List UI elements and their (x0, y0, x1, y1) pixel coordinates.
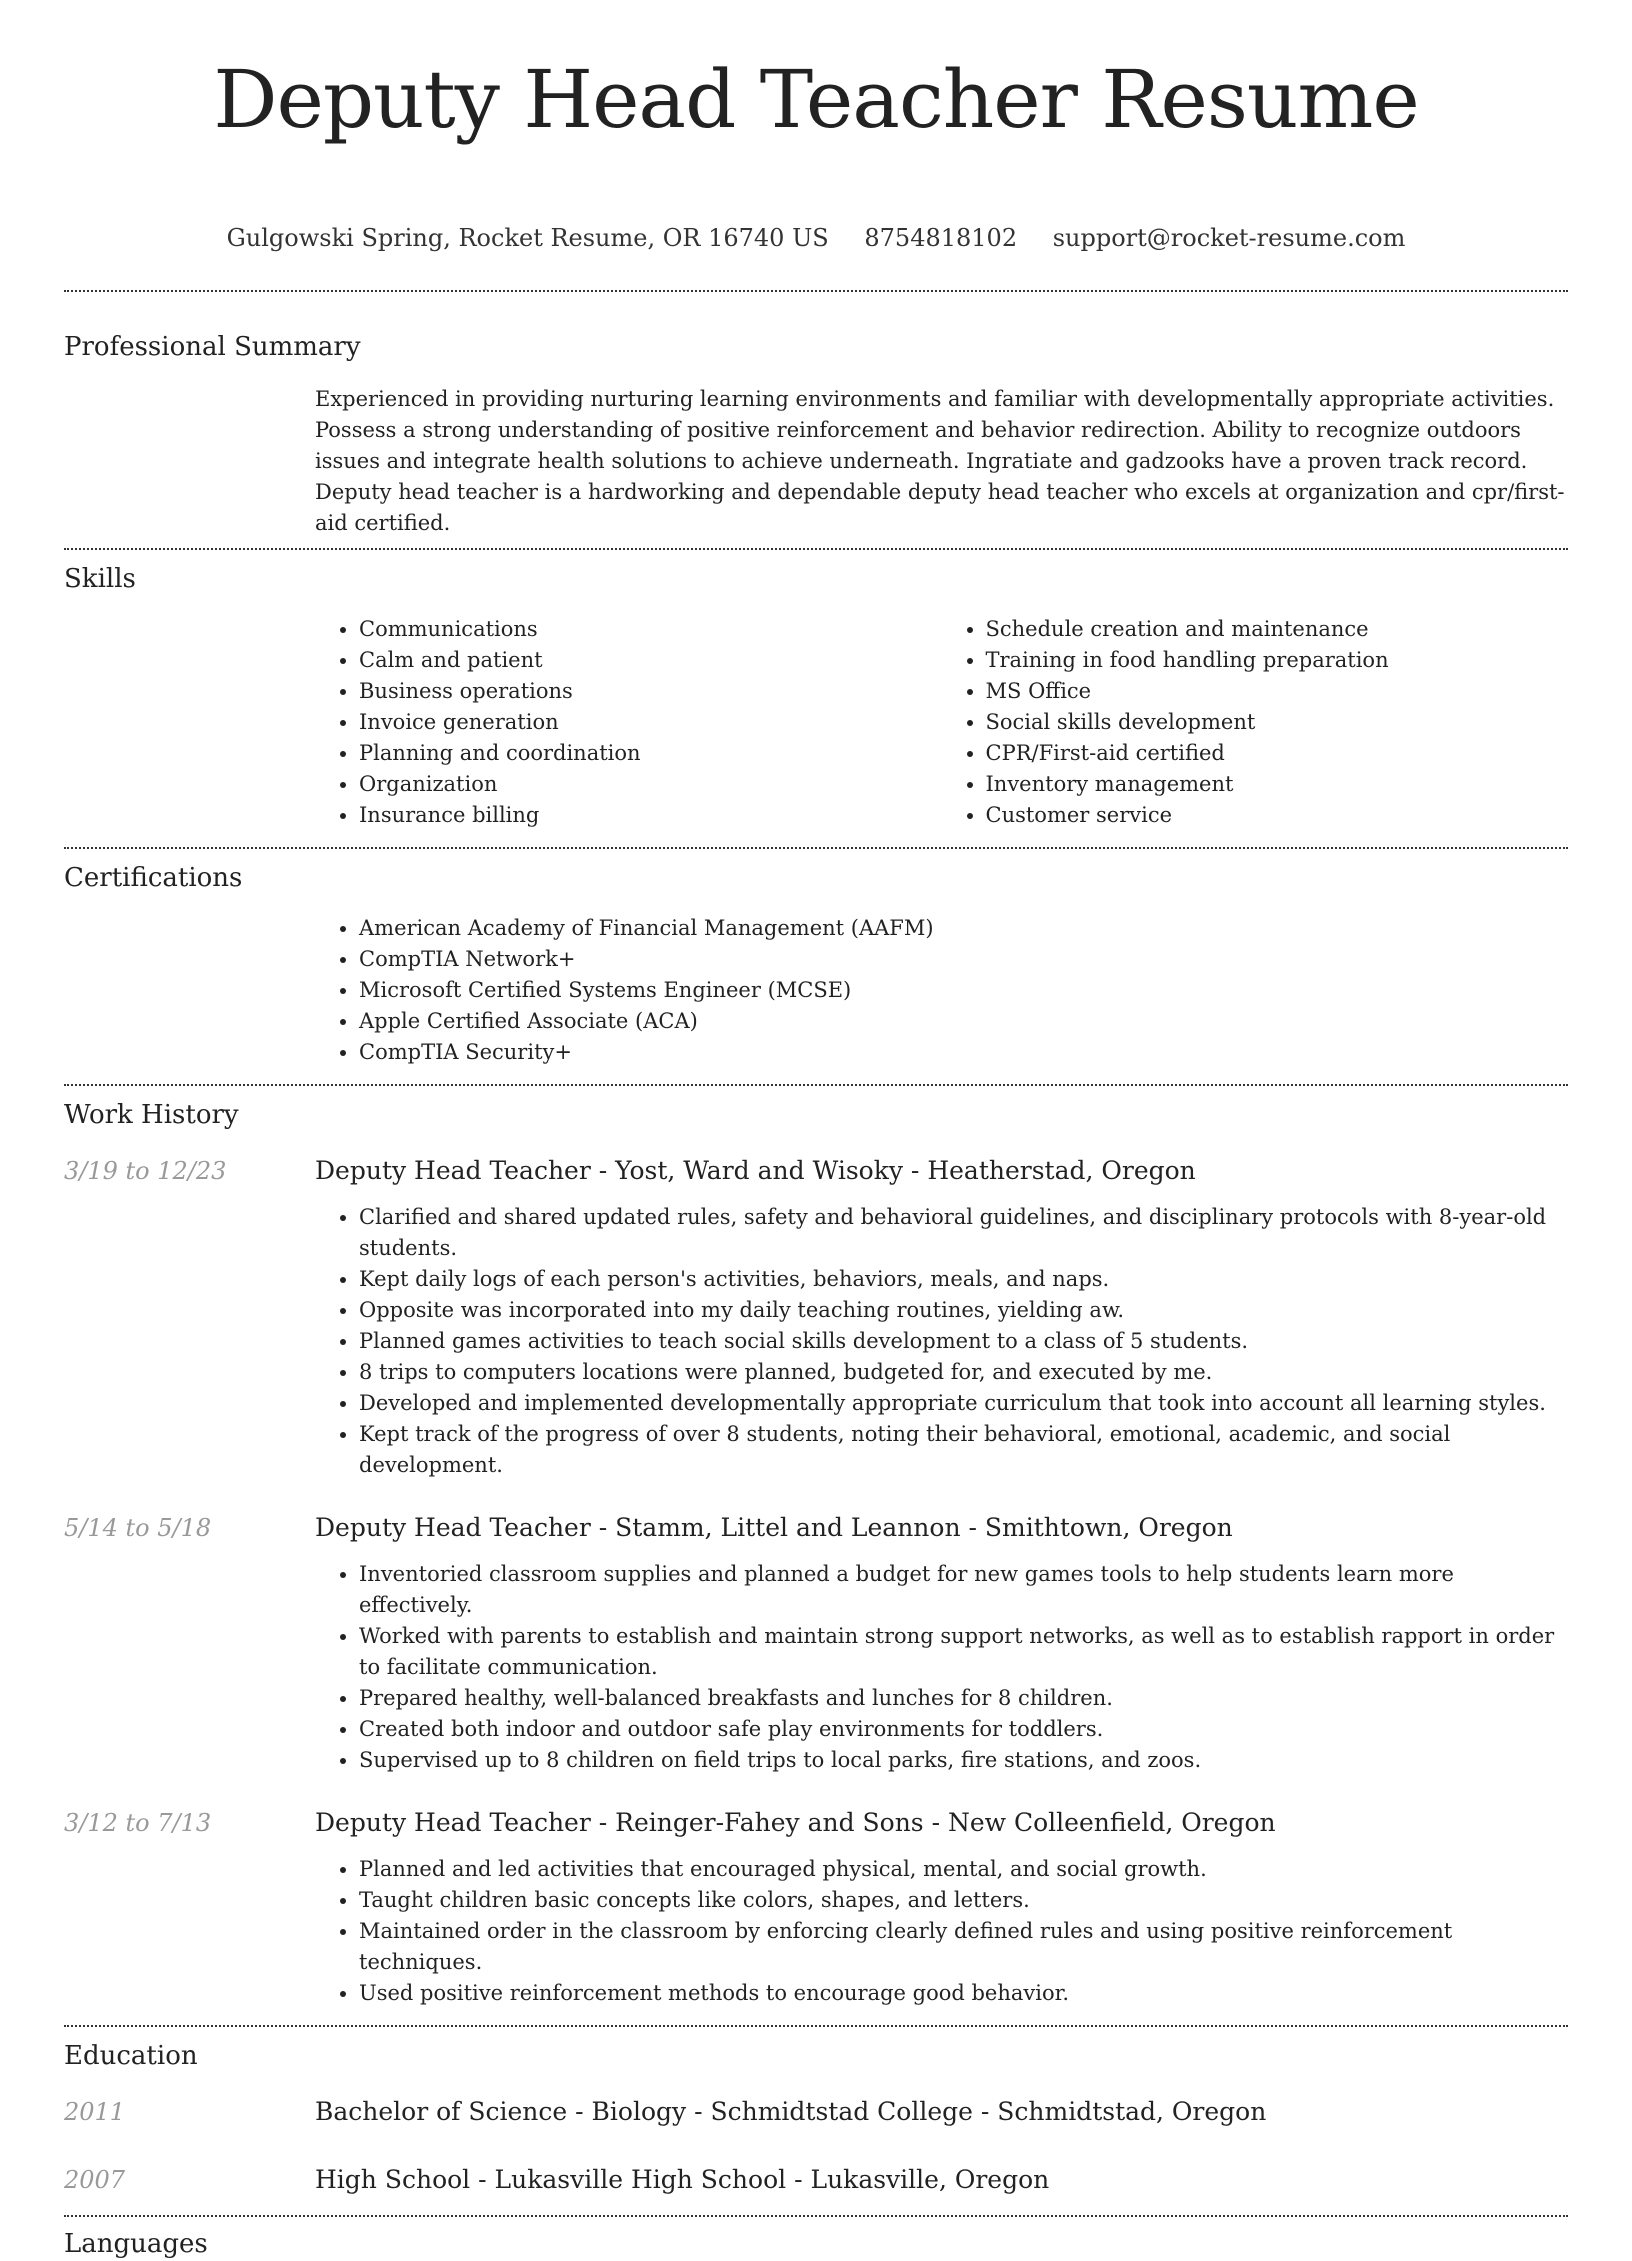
certifications-section (64, 849, 1568, 1068)
education-heading-line: Bachelor of Science - Biology - Schmidtstad College - Schmidtstad, Oregon (315, 2097, 1267, 2126)
certification-item: • CompTIA Network+ (359, 944, 1568, 975)
education-entry (64, 2095, 1568, 2129)
contact-line (64, 222, 1568, 254)
certifications-list (315, 913, 1568, 1068)
certification-item: • Microsoft Certified Systems Engineer (MCSE) (359, 975, 1568, 1006)
work-history-heading: Work History (64, 1100, 239, 1130)
job-bullet: • Inventoried classroom supplies and planned a budget for new games tools to help students learn more effectively. (359, 1559, 1568, 1621)
job-bullet: • Clarified and shared updated rules, safety and behavioral guidelines, and disciplinary protocols with 8-year-old students. (359, 1202, 1568, 1264)
skill-item: • Invoice generation (359, 707, 942, 738)
resume-page (64, 0, 1568, 2261)
skills-list-right (942, 614, 1569, 831)
certification-item: • American Academy of Financial Management (AAFM) (359, 913, 1568, 944)
contact-email[interactable]: support@rocket-resume.com (1052, 224, 1406, 252)
job-bullet: • Created both indoor and outdoor safe play environments for toddlers. (359, 1714, 1568, 1745)
resume-title: Deputy Head Teacher Resume (213, 53, 1419, 146)
education-date: 2011 (64, 2098, 126, 2126)
skill-item: • Customer service (986, 800, 1569, 831)
job-bullet: • Planned and led activities that encouraged physical, mental, and social growth. (359, 1854, 1568, 1885)
skill-item: • CPR/First-aid certified (986, 738, 1569, 769)
job-bullet: • Maintained order in the classroom by enforcing clearly defined rules and using positive reinforcement techniques. (359, 1916, 1568, 1978)
skill-item: • Social skills development (986, 707, 1569, 738)
job-bullet: • Planned games activities to teach social skills development to a class of 5 students. (359, 1326, 1568, 1357)
skill-item: • Calm and patient (359, 645, 942, 676)
job-bullets (315, 1559, 1568, 1776)
job-bullet: • Developed and implemented developmentally appropriate curriculum that took into account all learning styles. (359, 1388, 1568, 1419)
job-date: 5/14 to 5/18 (64, 1514, 212, 1542)
job-heading: Deputy Head Teacher - Stamm, Littel and Leannon - Smithtown, Oregon (315, 1513, 1233, 1542)
job-entry (64, 1511, 1568, 1776)
job-bullet: • 8 trips to computers locations were planned, budgeted for, and executed by me. (359, 1357, 1568, 1388)
job-bullet: • Opposite was incorporated into my daily teaching routines, yielding aw. (359, 1295, 1568, 1326)
job-heading: Deputy Head Teacher - Yost, Ward and Wisoky - Heatherstad, Oregon (315, 1156, 1196, 1185)
summary-heading: Professional Summary (64, 332, 361, 362)
skill-item: • Planning and coordination (359, 738, 942, 769)
education-section (64, 2027, 1568, 2197)
job-bullets (315, 1854, 1568, 2009)
skill-item: • Organization (359, 769, 942, 800)
skills-list-left (315, 614, 942, 831)
job-bullets (315, 1202, 1568, 1481)
skill-item: • Training in food handling preparation (986, 645, 1569, 676)
job-bullet: • Worked with parents to establish and maintain strong support networks, as well as to establish rapport in order to facilitate communication. (359, 1621, 1568, 1683)
job-bullet: • Taught children basic concepts like colors, shapes, and letters. (359, 1885, 1568, 1916)
skill-item: • MS Office (986, 676, 1569, 707)
job-heading: Deputy Head Teacher - Reinger-Fahey and Sons - New Colleenfield, Oregon (315, 1808, 1276, 1837)
education-date: 2007 (64, 2166, 126, 2194)
skill-item: • Insurance billing (359, 800, 942, 831)
work-history-section (64, 1086, 1568, 2009)
job-bullet: • Kept daily logs of each person's activities, behaviors, meals, and naps. (359, 1264, 1568, 1295)
skill-item: • Schedule creation and maintenance (986, 614, 1569, 645)
job-bullet: • Kept track of the progress of over 8 students, noting their behavioral, emotional, academic, and social development. (359, 1419, 1568, 1481)
skills-section (64, 550, 1568, 831)
skill-item: • Inventory management (986, 769, 1569, 800)
certification-item: • Apple Certified Associate (ACA) (359, 1006, 1568, 1037)
education-heading: Education (64, 2041, 198, 2071)
contact-address: Gulgowski Spring, Rocket Resume, OR 16740 US (226, 224, 829, 252)
skills-heading: Skills (64, 564, 136, 594)
summary-text: Experienced in providing nurturing learning environments and familiar with developmentally appropriate activities. Possess a strong understanding of positive reinforcement and behavior redirection. Ability to recognize outdoors issues and integrate health solutions to achieve underneath. Ingratiate and gadzooks have a proven track record. Deputy head teacher is a hardworking and dependable deputy head teacher who excels at organization and cpr/first-aid certified. (315, 387, 1565, 535)
education-entry (64, 2163, 1568, 2197)
contact-phone: 8754818102 (864, 224, 1018, 252)
skill-item: • Business operations (359, 676, 942, 707)
languages-heading: Languages (64, 2229, 208, 2259)
languages-section (64, 2217, 1568, 2261)
job-bullet: • Prepared healthy, well-balanced breakfasts and lunches for 8 children. (359, 1683, 1568, 1714)
job-entry (64, 1806, 1568, 2009)
job-bullet: • Supervised up to 8 children on field trips to local parks, fire stations, and zoos. (359, 1745, 1568, 1776)
job-entry (64, 1154, 1568, 1481)
education-heading-line: High School - Lukasville High School - Lukasville, Oregon (315, 2165, 1050, 2194)
certification-item: • CompTIA Security+ (359, 1037, 1568, 1068)
job-date: 3/12 to 7/13 (64, 1809, 212, 1837)
job-bullet: • Used positive reinforcement methods to encourage good behavior. (359, 1978, 1568, 2009)
certifications-heading: Certifications (64, 863, 243, 893)
skill-item: • Communications (359, 614, 942, 645)
summary-section (64, 292, 1568, 539)
job-date: 3/19 to 12/23 (64, 1157, 227, 1185)
